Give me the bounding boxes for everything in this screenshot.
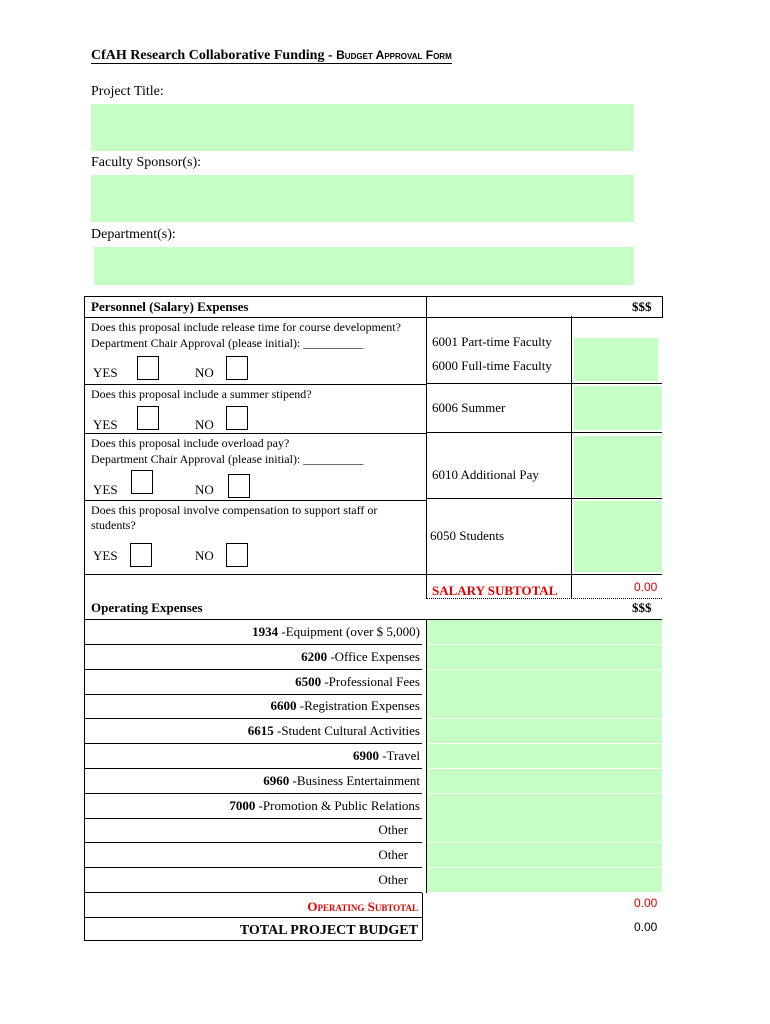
faculty-sponsor-field[interactable]: [91, 175, 634, 222]
value-divider: [571, 316, 572, 599]
operating-row-label: [271, 698, 420, 714]
acct-students-label: 6050 Students: [430, 528, 505, 543]
operating-row-text: Other: [378, 822, 408, 837]
operating-row-amount-field[interactable]: [427, 818, 662, 843]
q1-yes-label: YES: [93, 365, 118, 380]
total-value: 0.00: [634, 920, 658, 934]
q4-yes-label: YES: [93, 548, 118, 563]
project-title-field[interactable]: [91, 104, 634, 151]
operating-row-text: -Travel: [378, 748, 420, 763]
acct-additional-label: 6010 Additional Pay: [432, 467, 539, 482]
operating-row: [84, 794, 422, 819]
q2-yes-checkbox[interactable]: [137, 406, 159, 430]
operating-row: [84, 694, 422, 719]
operating-row-amount-field[interactable]: [427, 719, 662, 744]
salary-subtotal-divider: [426, 598, 662, 599]
operating-row-amount-field[interactable]: [427, 868, 662, 893]
operating-subtotal-label: Operating Subtotal: [307, 899, 418, 914]
operating-row-label: [378, 872, 408, 888]
form-title: [91, 48, 452, 64]
acct-summer-field[interactable]: [574, 386, 662, 430]
operating-row-label: [301, 649, 420, 665]
q1-no-checkbox[interactable]: [226, 356, 248, 380]
acct1-divider: [426, 383, 662, 384]
acct3-divider: [426, 498, 662, 499]
q3-yes-label: YES: [93, 482, 118, 497]
operating-row-code: 6900: [352, 748, 379, 763]
operating-row-code: 6600: [270, 698, 297, 713]
operating-row-amount-field[interactable]: [427, 694, 662, 719]
q1-divider: [84, 384, 426, 385]
personnel-header: Personnel (Salary) Expenses: [91, 299, 249, 314]
operating-row-text: -Equipment (over $ 5,000): [278, 624, 420, 639]
department-field[interactable]: [94, 247, 634, 285]
operating-row-text: -Registration Expenses: [296, 698, 420, 713]
operating-row-amount-field[interactable]: [427, 670, 662, 695]
operating-row-label: [252, 624, 420, 640]
q4-no-label: NO: [195, 548, 214, 563]
column-divider: [426, 316, 427, 599]
operating-row-code: 6200: [301, 649, 328, 664]
operating-row-label: [229, 798, 420, 814]
q2-no-label: NO: [195, 417, 214, 432]
q1-no-label: NO: [195, 365, 214, 380]
q3-text: Does this proposal include overload pay?: [91, 436, 290, 450]
q3-approval-text: Department Chair Approval (please initial): __________: [91, 452, 364, 466]
q4-text: Does this proposal involve compensation to support staff or: [91, 503, 378, 517]
acct-summer-label: 6006 Summer: [432, 400, 506, 415]
form-title-main: CfAH Research Collaborative Funding -: [91, 48, 337, 63]
q2-no-checkbox[interactable]: [226, 406, 248, 430]
operating-row: [84, 744, 422, 769]
acct-fulltime-field[interactable]: [574, 338, 658, 381]
operating-row-text: -Professional Fees: [321, 674, 420, 689]
operating-row-text: Other: [378, 847, 408, 862]
total-divider: [422, 893, 423, 940]
q3-divider: [84, 500, 426, 501]
operating-row: [84, 620, 422, 645]
operating-row: [84, 645, 422, 670]
q3-yes-checkbox[interactable]: [131, 470, 153, 494]
q4-yes-checkbox[interactable]: [130, 543, 152, 567]
acct2-divider: [426, 432, 662, 433]
faculty-sponsor-label: Faculty Sponsor(s):: [91, 155, 202, 170]
acct-students-field[interactable]: [574, 501, 662, 572]
q2-text: Does this proposal include a summer stipend?: [91, 387, 312, 401]
title-underline: [91, 63, 452, 64]
operating-row-text: -Business Entertainment: [289, 773, 420, 788]
operating-row-text: Other: [378, 872, 408, 887]
q4-no-checkbox[interactable]: [226, 543, 248, 567]
operating-row-label: [378, 822, 408, 838]
operating-row: [84, 670, 422, 695]
salary-subtotal-label: SALARY SUBTOTAL: [432, 583, 558, 598]
operating-row-amount-field[interactable]: [427, 794, 662, 819]
operating-row-amount-field[interactable]: [427, 620, 662, 645]
operating-row-amount-field[interactable]: [427, 645, 662, 670]
operating-currency-header: $$$: [632, 600, 652, 615]
operating-row-text: -Student Cultural Activities: [273, 723, 420, 738]
operating-column-divider: [426, 620, 427, 893]
acct-fulltime-label: 6000 Full-time Faculty: [432, 358, 552, 373]
operating-row-amount-field[interactable]: [427, 843, 662, 868]
total-label: TOTAL PROJECT BUDGET: [239, 923, 418, 938]
operating-row-label: [353, 748, 420, 764]
project-title-label: Project Title:: [91, 84, 164, 99]
q4-text-line2: students?: [91, 518, 136, 532]
q3-no-checkbox[interactable]: [228, 474, 250, 498]
operating-row: [84, 769, 422, 794]
q2-yes-label: YES: [93, 417, 118, 432]
operating-row-label: [378, 847, 408, 863]
operating-row-text: -Office Expenses: [327, 649, 420, 664]
personnel-currency-cell: [426, 296, 663, 318]
form-title-sub: Budget Approval Form: [336, 48, 452, 62]
acct-additional-field[interactable]: [574, 436, 662, 497]
operating-row: [84, 818, 422, 843]
q2-divider: [84, 433, 426, 434]
operating-row-code: 6500: [295, 674, 322, 689]
acct-parttime-label: 6001 Part-time Faculty: [432, 334, 552, 349]
operating-row: [84, 719, 422, 744]
operating-row-label: [263, 773, 420, 789]
department-label: Department(s):: [91, 227, 176, 242]
operating-row: [84, 868, 422, 893]
operating-row-code: 6960: [263, 773, 290, 788]
operating-row-label: [295, 674, 420, 690]
operating-row-amount-field[interactable]: [427, 744, 662, 769]
operating-header: Operating Expenses: [91, 600, 203, 615]
q1-approval-text: Department Chair Approval (please initial): __________: [91, 336, 364, 350]
operating-row-text: -Promotion & Public Relations: [255, 798, 420, 813]
q1-yes-checkbox[interactable]: [137, 356, 159, 380]
operating-row-code: 6615: [247, 723, 274, 738]
operating-subtotal-value: 0.00: [634, 896, 658, 910]
q1-text: Does this proposal include release time for course development?: [91, 320, 401, 334]
q3-no-label: NO: [195, 482, 214, 497]
personnel-currency-header: $$$: [632, 299, 652, 314]
q4-divider: [84, 574, 662, 575]
operating-row: [84, 843, 422, 868]
operating-row-label: [248, 723, 420, 739]
operating-row-code: 7000: [229, 798, 256, 813]
salary-subtotal-value: 0.00: [634, 580, 658, 594]
operating-row-amount-field[interactable]: [427, 769, 662, 794]
operating-row-code: 1934: [252, 624, 279, 639]
